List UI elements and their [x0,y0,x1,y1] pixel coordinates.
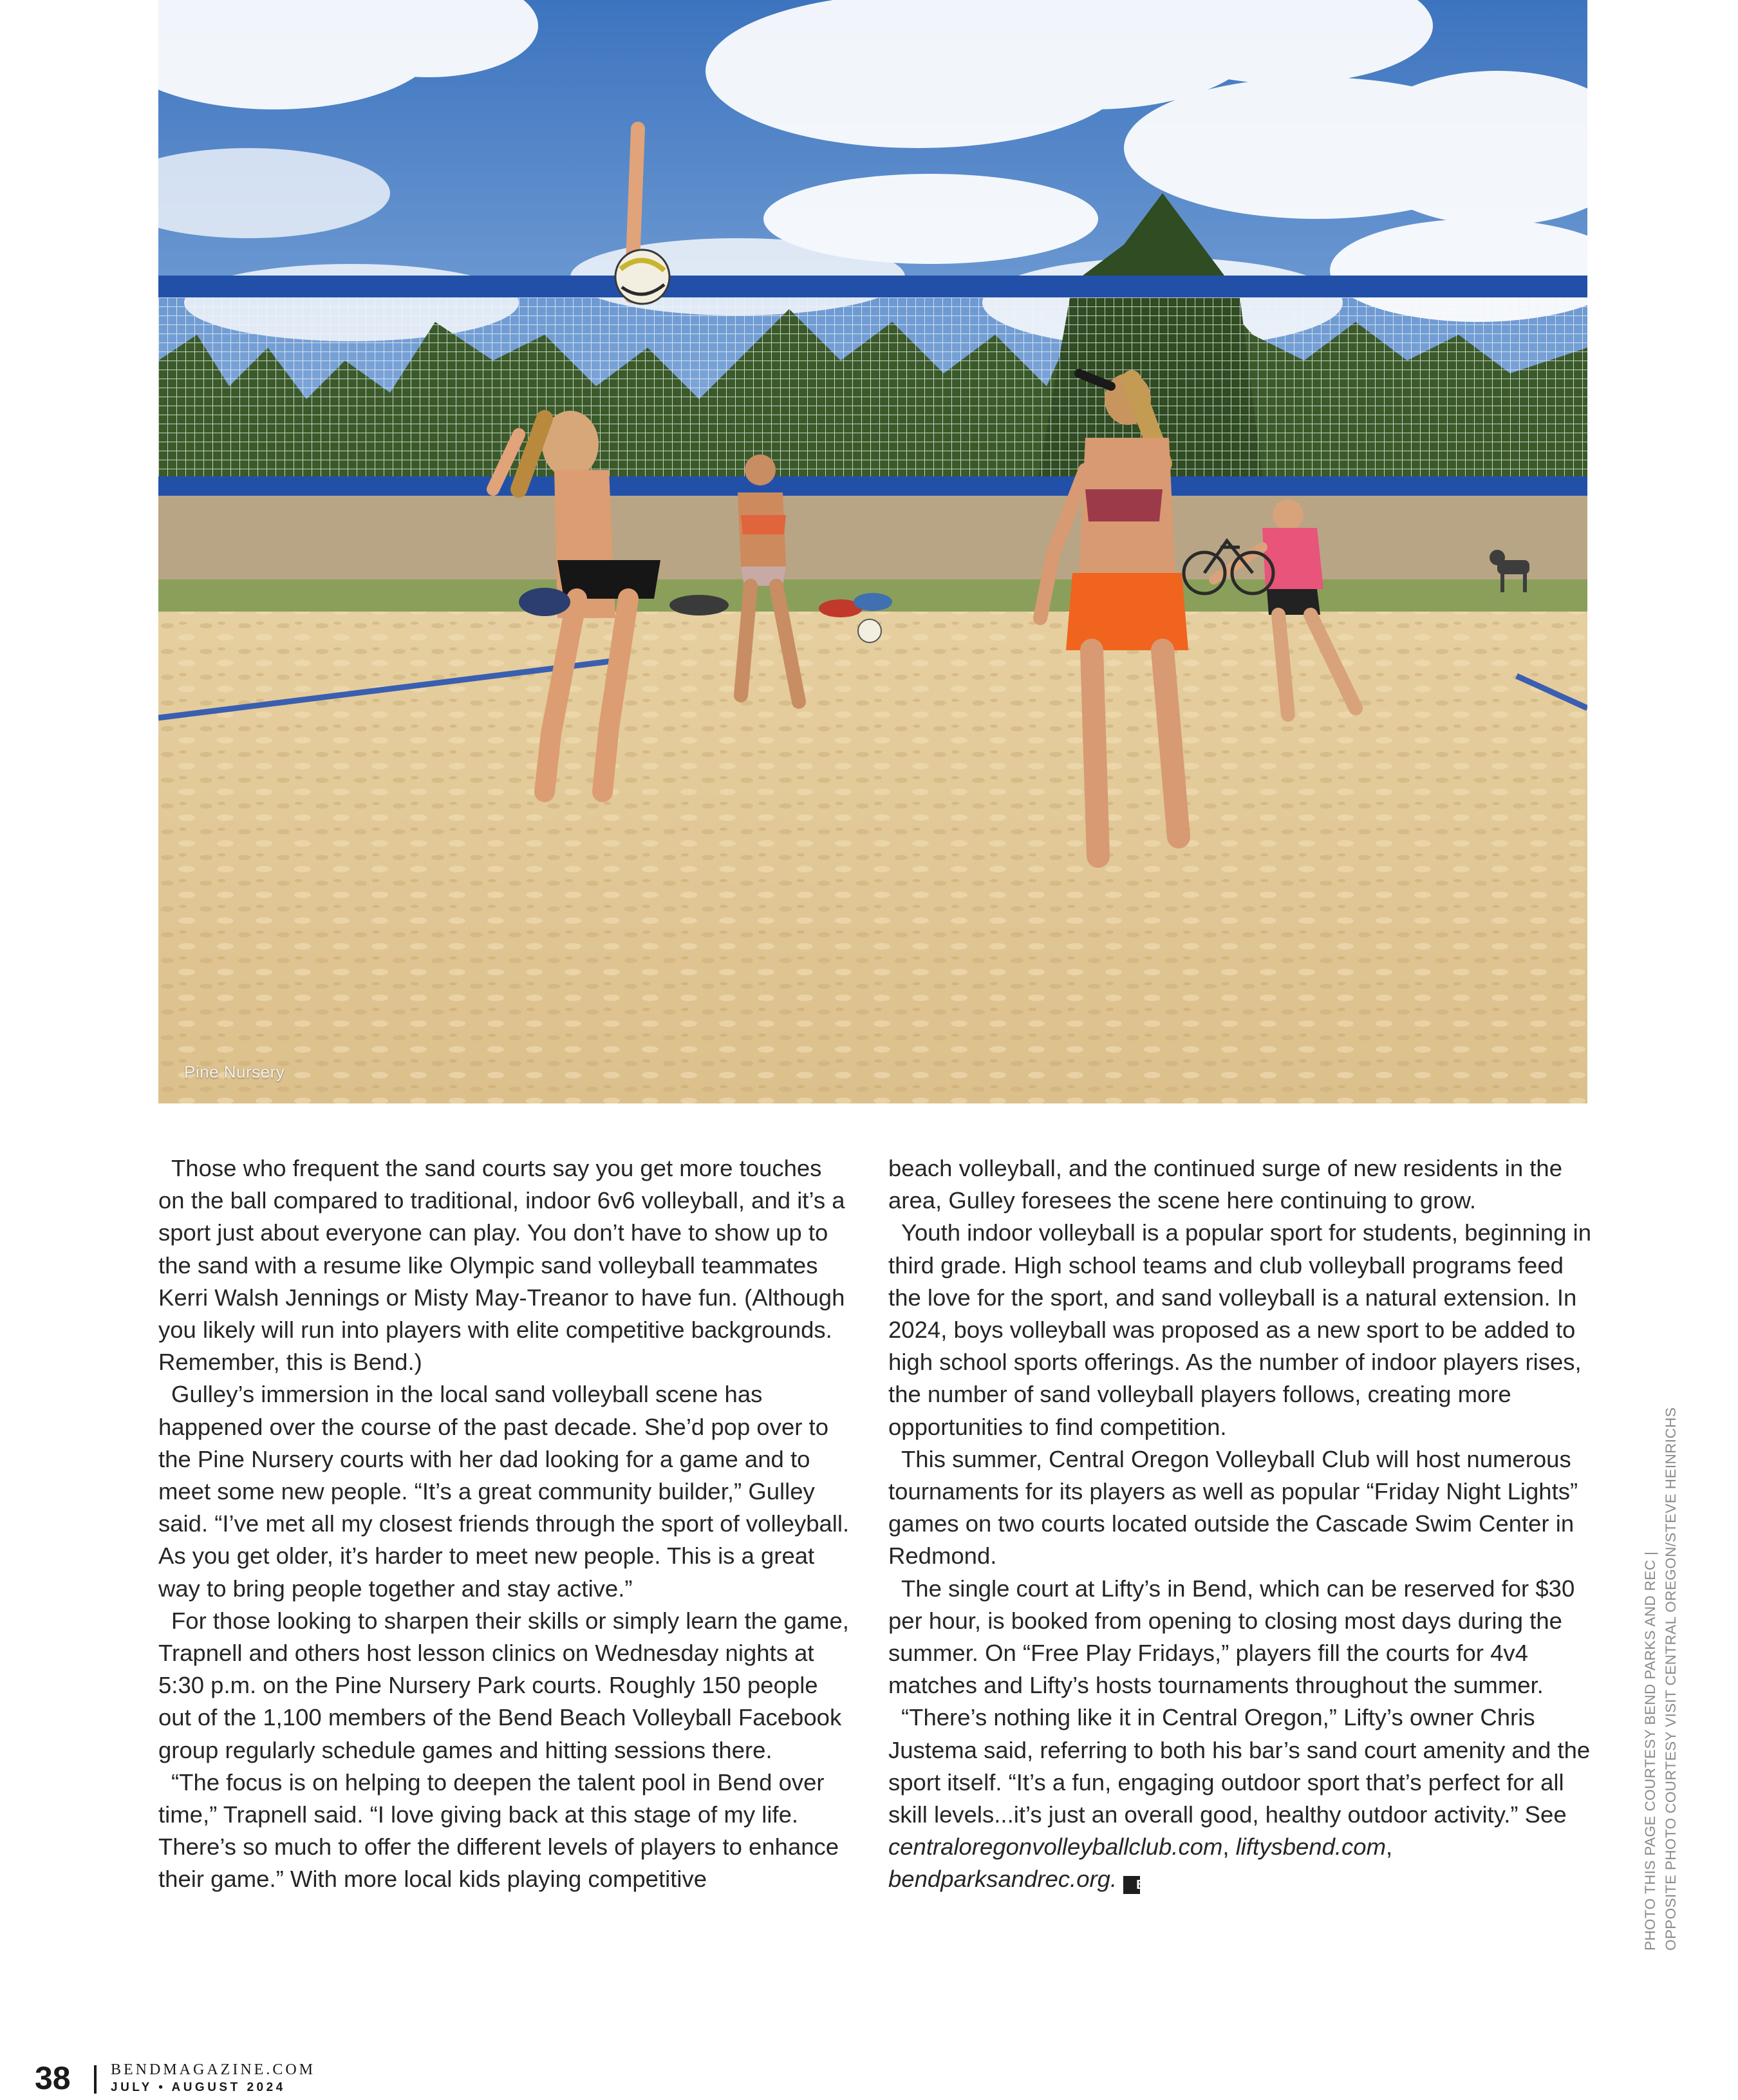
net-bottom-band [158,476,1587,496]
paragraph: The single court at Lifty’s in Bend, which can be reserved for $30 per hour, is booked from opening to closing most days during the summer. On “Free Play Fridays,” players fill the courts for 4v4 matches and Lifty’s hosts tournaments throughout the summer. [888,1575,1575,1699]
separator: , [1222,1833,1236,1861]
paragraph: Gulley’s immersion in the local sand volleyball scene has happened over the course of the past decade. She’d pop over to the Pine Nursery courts with her dad looking for a game and to meet some new people. “It’s a great community builder,” Gulley said. “I’ve met all my closest friends through the sport of volleyball. As you get older, it’s harder to meet new people. This is a great way to bring people together and stay active.” [158,1381,850,1602]
end-mark-icon: B [1123,1876,1140,1894]
photo-credit-line: OPPOSITE PHOTO COURTESY VISIT CENTRAL OREGON/STEVE HEINRICHS [1663,1407,1679,1951]
hero-photo [158,0,1587,1103]
article-column-left [158,1152,854,1896]
sand-texture [158,612,1587,1103]
magazine-site: BENDMAGAZINE.COM [111,2061,315,2078]
paragraph: For those looking to sharpen their skills or simply learn the game, Trapnell and others host lesson clinics on Wednesday nights at 5:30 p.m. on the Pine Nursery Park courts. Roughly 150 people out of the 1,100 members of the Bend Beach Volleyball Facebook group regularly schedule games and hitting sessions there. [158,1607,849,1763]
volleyball-photo-illustration [158,0,1587,1103]
separator: , [1386,1833,1393,1861]
paragraph: This summer, Central Oregon Volleyball Club will host numerous tournaments for its players as well as popular “Friday Night Lights” games on two courts located outside the Cascade Swim Center in Redmond. [888,1445,1578,1570]
footer-divider [94,2065,97,2094]
issue-date: JULY • AUGUST 2024 [111,2081,286,2094]
link-liftysbend[interactable]: liftysbend.com [1235,1833,1386,1861]
dirt-field [158,489,1587,592]
paragraph: Those who frequent the sand courts say you get more touches on the ball compared to traditional, indoor 6v6 volleyball, and it’s a sport just about everyone can play. You don’t have to show up to the sand with a resume like Olympic sand volleyball teammates Kerri Walsh Jennings or Misty May-Treanor to have fun. (Although you likely will run into players with elite competitive backgrounds. Remember, this is Bend.) [158,1155,845,1376]
photo-credit [1640,1407,1681,1951]
article-column-right [888,1152,1596,1896]
photo-caption: Pine Nursery [184,1062,285,1082]
paragraph: “The focus is on helping to deepen the talent pool in Bend over time,” Trapnell said. “I love giving back at this stage of my life. There’s so much to offer the different levels of players to enhance their game.” With more local kids playing competitive [158,1768,839,1893]
final-text: “There’s nothing like it in Central Oregon,” Lifty’s owner Chris Justema said, referring to both his bar’s sand court amenity and the sport itself. “It’s a fun, engaging outdoor sport that’s perfect for all skill levels...it’s just an overall good, healthy outdoor activity.” See [888,1704,1591,1828]
link-centraloregonvolleyballclub[interactable]: centraloregonvolleyballclub.com [888,1833,1223,1861]
link-bendparksandrec[interactable]: bendparksandrec.org. [888,1866,1117,1893]
net-top-band [158,276,1587,297]
net-mesh [158,283,1587,489]
photo-credit-line: PHOTO THIS PAGE COURTESY BEND PARKS AND REC | [1642,1551,1658,1951]
page-number: 38 [35,2060,71,2096]
paragraph-continued: beach volleyball, and the continued surge of new residents in the area, Gulley foresees the scene here continuing to grow. [888,1155,1563,1214]
paragraph-final [888,1702,1596,1895]
paragraph: Youth indoor volleyball is a popular sport for students, beginning in third grade. High school teams and club volleyball programs feed the love for the sport, and sand volleyball is a natural extension. In 2024, boys volleyball was proposed as a new sport to be added to high school sports offerings. As the number of indoor players rises, the number of sand volleyball players follows, creating more opportunities to find competition. [888,1219,1592,1440]
